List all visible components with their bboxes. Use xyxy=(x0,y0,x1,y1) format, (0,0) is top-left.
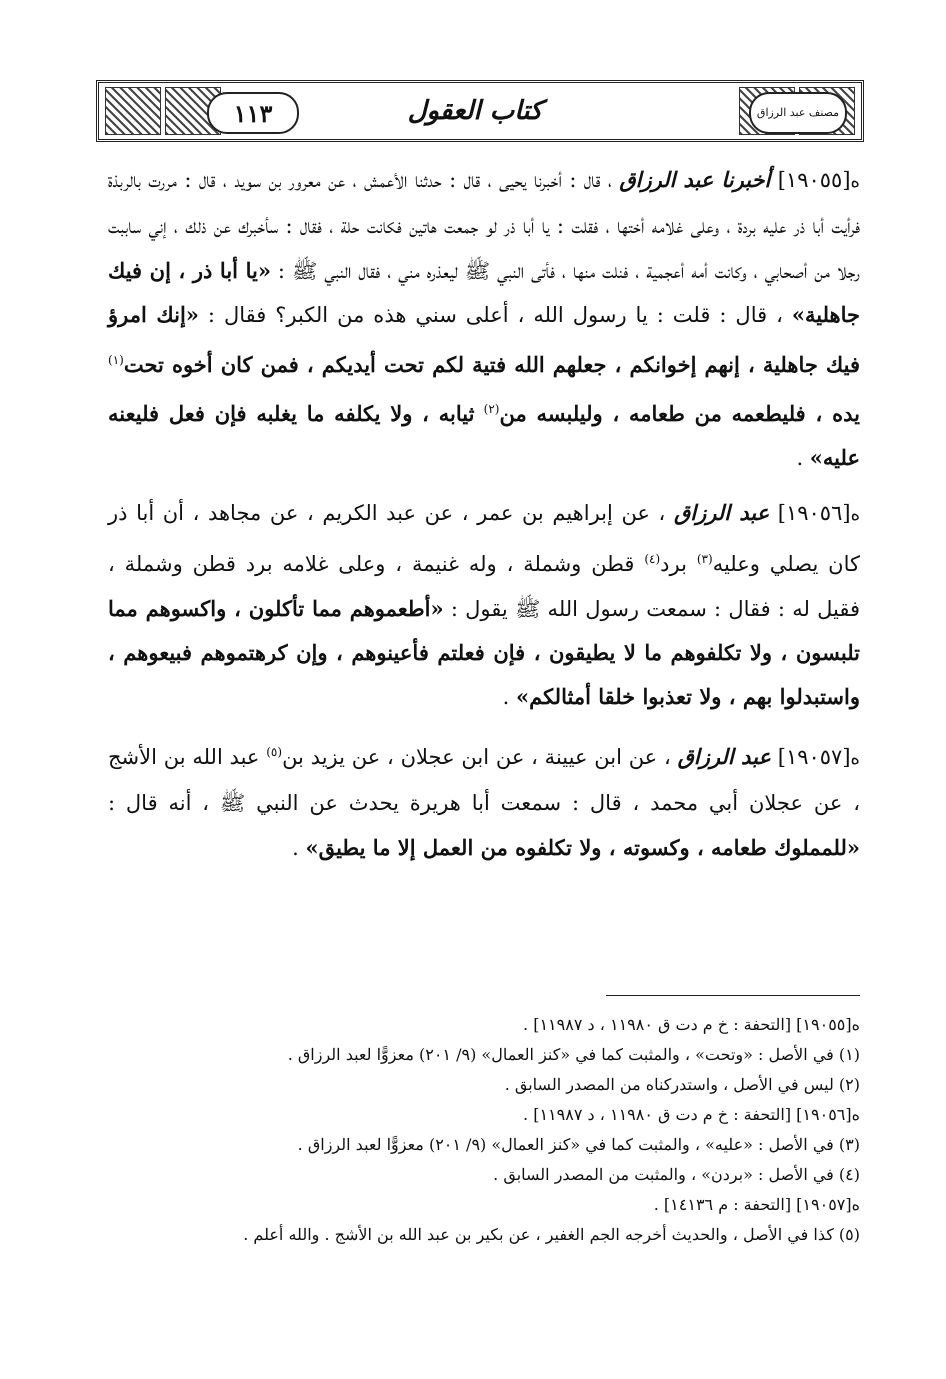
prophet-quote: «إنك امرؤ فيك جاهلية ، إنهم إخوانكم ، جعلهم الله فتية لكم تحت أيديكم ، فمن كان أخوه تحت xyxy=(108,302,860,377)
footnote-2: (٢) ليس في الأصل ، واستدركناه من المصدر السابق . xyxy=(504,1075,860,1094)
hadith-number: [١٩٠٥٥] xyxy=(777,168,851,192)
footnotes xyxy=(150,1010,860,1250)
footnote-ref-5[interactable]: (٥) xyxy=(266,744,283,759)
hadith-text: برد xyxy=(660,552,687,577)
ornament-left-outer xyxy=(105,87,161,135)
hadith-19056 xyxy=(108,491,860,720)
footnote-takhrij-19055: ه[١٩٠٥٥] [التحفة : خ م دت ق ١١٩٨٠ ، د ١١٩٨٧] . xyxy=(523,1015,860,1034)
hadith-number: [١٩٠٥٧] xyxy=(777,744,851,769)
footnote-ref-1[interactable]: (١) xyxy=(108,352,124,367)
footnote-3: (٣) في الأصل : «عليه» ، والمثبت كما في «كنز العمال» (٩/ ٢٠١) معزوًّا لعبد الرزاق . xyxy=(297,1135,860,1154)
hadith-text: قطن وشملة ، وله غنيمة ، وعلى غلامه برد قطن وشملة ، فقيل له : فقال : سمعت رسول الله ﷺ يقول : xyxy=(108,552,860,621)
hadith-source: عبد الرزاق xyxy=(677,743,771,769)
prophet-quote: يده ، فليطعمه من طعامه ، وليلبسه من xyxy=(499,401,860,427)
footnote-separator xyxy=(606,995,860,996)
hadith-text: عبد الله بن الأشج ، عن عجلان أبي محمد ، قال : سمعت أبا هريرة يحدث عن النبي ﷺ ، أنه قال : xyxy=(108,744,860,816)
hadith-end: . xyxy=(292,835,306,860)
prophet-quote: «للمملوك طعامه ، وكسوته ، ولا تكلفوه من العمل إلا ما يطيق» xyxy=(305,834,860,860)
hadith-end: . xyxy=(502,685,516,710)
hadith-text: ، قال : قلت : يا رسول الله ، أعلى سني هذه من الكبر؟ فقال : xyxy=(207,303,783,328)
prophet-quote: «يا أبا ذر ، إن فيك جاهلية» xyxy=(108,257,861,328)
footnote-takhrij-19057: ه[١٩٠٥٧] [التحفة : م ١٤١٣٦] . xyxy=(653,1195,860,1214)
hadith-source: عبد الرزاق xyxy=(673,499,770,525)
footnote-4: (٤) في الأصل : «بردن» ، والمثبت من المصدر السابق . xyxy=(493,1165,860,1184)
page-number: ١١٣ xyxy=(207,92,299,134)
hadith-text: ، عن إبراهيم بن عمر ، عن عبد الكريم ، عن مجاهد ، أن أبا ذر كان يصلي وعليه xyxy=(108,500,860,577)
hadith-number: [١٩٠٥٦] xyxy=(777,500,851,525)
prophet-quote: ثيابه ، ولا يكلفه ما يغلبه فإن فعل فليعنه عليه» xyxy=(108,401,860,471)
page-header xyxy=(96,80,864,142)
hadith-19055 xyxy=(108,158,860,481)
footnote-takhrij-19056: ه[١٩٠٥٦] [التحفة : خ م دت ق ١١٩٨٠ ، د ١١٩٨٧] . xyxy=(523,1105,860,1124)
footnote-1: (١) في الأصل : «وتحت» ، والمثبت كما في «كنز العمال» (٩/ ٢٠١) معزوًّا لعبد الرزاق . xyxy=(287,1045,860,1064)
hadith-marker: ه xyxy=(850,171,860,192)
running-title: كتاب العقول xyxy=(407,96,543,126)
footnote-ref-2[interactable]: (٢) xyxy=(483,402,500,417)
prophet-quote: «أطعموهم مما تأكلون ، واكسوهم مما تلبسون ، ولا تكلفوهم ما لا يطيقون ، فإن فعلتم فأعينوهم ، وإن كرهتموهم فبيعوهم ، واستبدلوا بهم ، ولا تعذبوا خلقا أمثالكم» xyxy=(108,595,860,710)
main-text xyxy=(108,158,860,880)
hadith-marker: ه xyxy=(850,503,860,525)
hadith-text: ، عن ابن عيينة ، عن ابن عجلان ، عن يزيد بن xyxy=(282,744,671,769)
footnote-ref-3[interactable]: (٣) xyxy=(696,552,713,567)
footnote-5: (٥) كذا في الأصل ، والحديث أخرجه الجم الغفير ، عن بكير بن عبد الله بن الأشج . والله أعلم . xyxy=(243,1225,860,1244)
hadith-text: ، قال : أخبرنا يحيى ، قال : حدثنا الأعمش ، عن معرور بن سويد ، قال : مررت بالربذة فرأيت أبا ذر عليه بردة ، وعلى غلامه أختها ، فقلت : يا أبا ذر لو جمعت هاتين فكانت حلة ، فقال : سأخبرك عن ذلك ، إني ساببت رجلا من أصحابي ، وكانت أمه أعجمية ، فنلت منها ، فأتى النبي ﷺ ليعذره مني ، فقال النبي ﷺ : xyxy=(108,168,860,283)
book-logo: مصنف عبد الرزاق xyxy=(749,92,847,134)
hadith-end: . xyxy=(796,446,810,471)
hadith-19057 xyxy=(108,730,860,870)
hadith-source: أخبرنا عبد الرزاق xyxy=(619,167,771,192)
footnote-ref-4[interactable]: (٤) xyxy=(644,552,661,567)
hadith-marker: ه xyxy=(850,747,860,769)
